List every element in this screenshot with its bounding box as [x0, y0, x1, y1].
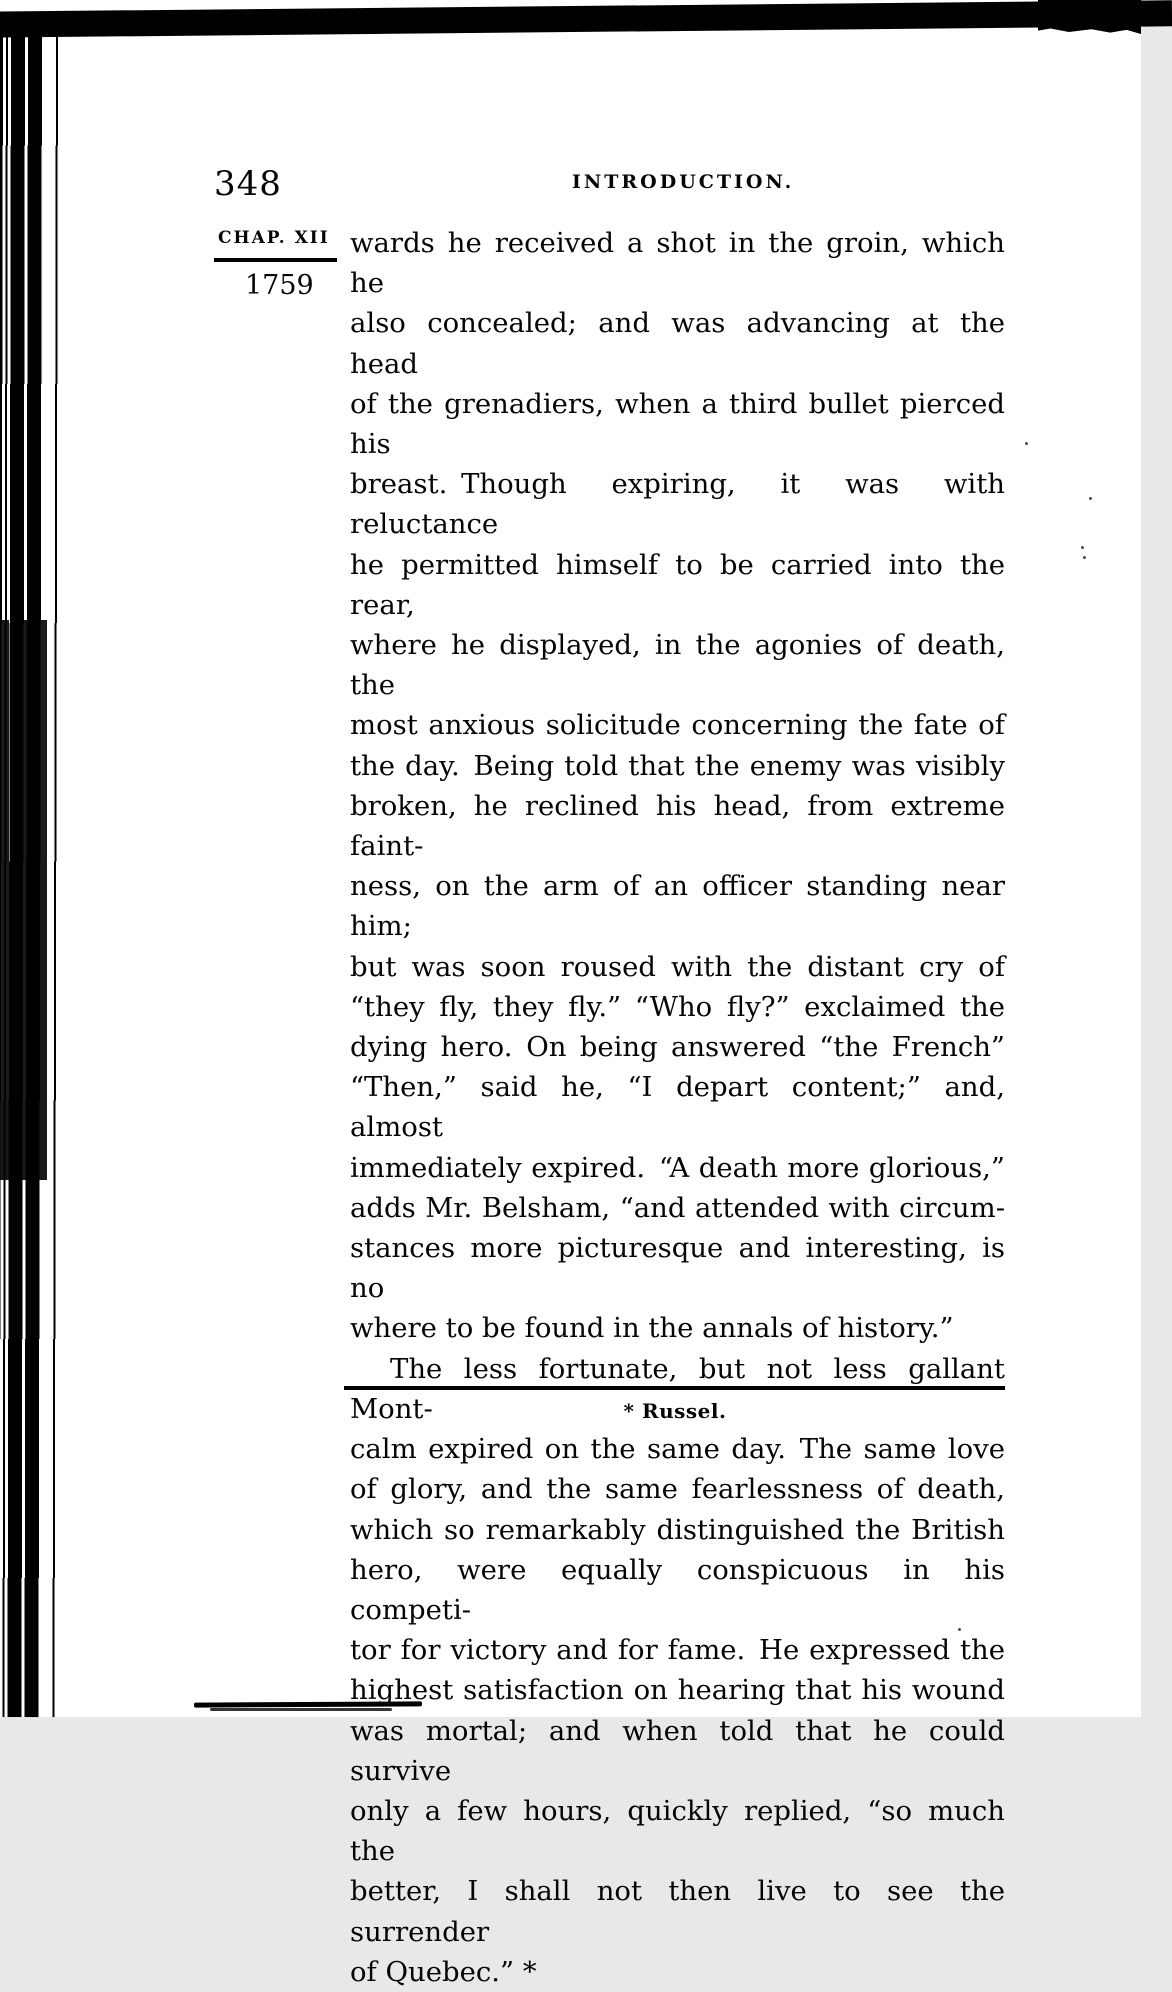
body-line: dying hero. On being answered “the French” — [350, 1031, 1005, 1064]
body-line: better, I shall not then live to see the surrender — [350, 1875, 1005, 1948]
body-line: broken, he reclined his head, from extreme faint- — [350, 789, 1005, 863]
book-binding-stripes-overlay-artifact — [0, 620, 52, 1180]
body-line: highest satisfaction on hearing that his wound — [350, 1674, 1005, 1707]
body-line: wards he received a shot in the groin, which he — [350, 227, 1005, 300]
body-line: of the grenadiers, when a third bullet pierced his — [350, 387, 1005, 461]
body-line: stances more picturesque and interesting, is no — [350, 1232, 1005, 1305]
scan-speck — [1083, 556, 1086, 559]
body-line: “they fly, they fly.” “Who fly?” exclaimed the — [350, 990, 1005, 1023]
body-line: of glory, and the same fearlessness of death, — [350, 1473, 1005, 1506]
body-line: only a few hours, quickly replied, “so much the — [350, 1794, 1005, 1868]
body-line: breast. Though expiring, it was with reluctance — [350, 468, 1005, 541]
body-line: ness, on the arm of an officer standing near him; — [350, 870, 1005, 943]
body-line: but was soon roused with the distant cry of — [350, 950, 1005, 983]
margin-year-label: 1759 — [245, 270, 314, 301]
body-line: was mortal; and when told that he could survive — [350, 1714, 1005, 1787]
footnote-text: * Russel. — [623, 1399, 727, 1423]
body-line: also concealed; and was advancing at the head — [350, 307, 1005, 380]
body-line: which so remarkably distinguished the British — [350, 1513, 1005, 1546]
margin-note-rule — [214, 258, 337, 262]
body-line: where to be found in the annals of history.” — [350, 1312, 954, 1345]
body-line: hero, were equally conspicuous in his competi- — [350, 1553, 1005, 1626]
body-line: calm expired on the same day. The same love — [350, 1433, 1005, 1466]
running-header: INTRODUCTION. — [572, 171, 795, 193]
top-scan-bar-artifact — [0, 0, 1172, 37]
scan-speck — [1089, 497, 1092, 500]
body-line: he permitted himself to be carried into the rear, — [350, 548, 1005, 621]
body-line: The less fortunate, but not less gallant Mont- — [350, 1352, 1005, 1425]
body-line: where he displayed, in the agonies of death, the — [350, 629, 1005, 702]
body-line: the day. Being told that the enemy was visibly — [350, 749, 1005, 782]
margin-chapter-label: CHAP. XII — [218, 228, 330, 248]
footnote-rule — [344, 1386, 1005, 1390]
page-number: 348 — [214, 164, 282, 204]
scan-speck — [1025, 442, 1028, 445]
top-right-scan-blob-artifact — [1038, 0, 1141, 34]
body-text — [350, 223, 1005, 1992]
body-line: tor for victory and for fame. He expressed the — [350, 1634, 1005, 1667]
body-line: adds Mr. Belsham, “and attended with circum- — [350, 1191, 1005, 1224]
body-line: of Quebec.” * — [350, 1955, 537, 1988]
body-line: most anxious solicitude concerning the fate of — [350, 709, 1005, 742]
body-line: immediately expired. “A death more glorious,” — [350, 1151, 1005, 1184]
scan-speck — [1081, 546, 1084, 549]
body-line: “Then,” said he, “I depart content;” and, almost — [350, 1071, 1005, 1144]
